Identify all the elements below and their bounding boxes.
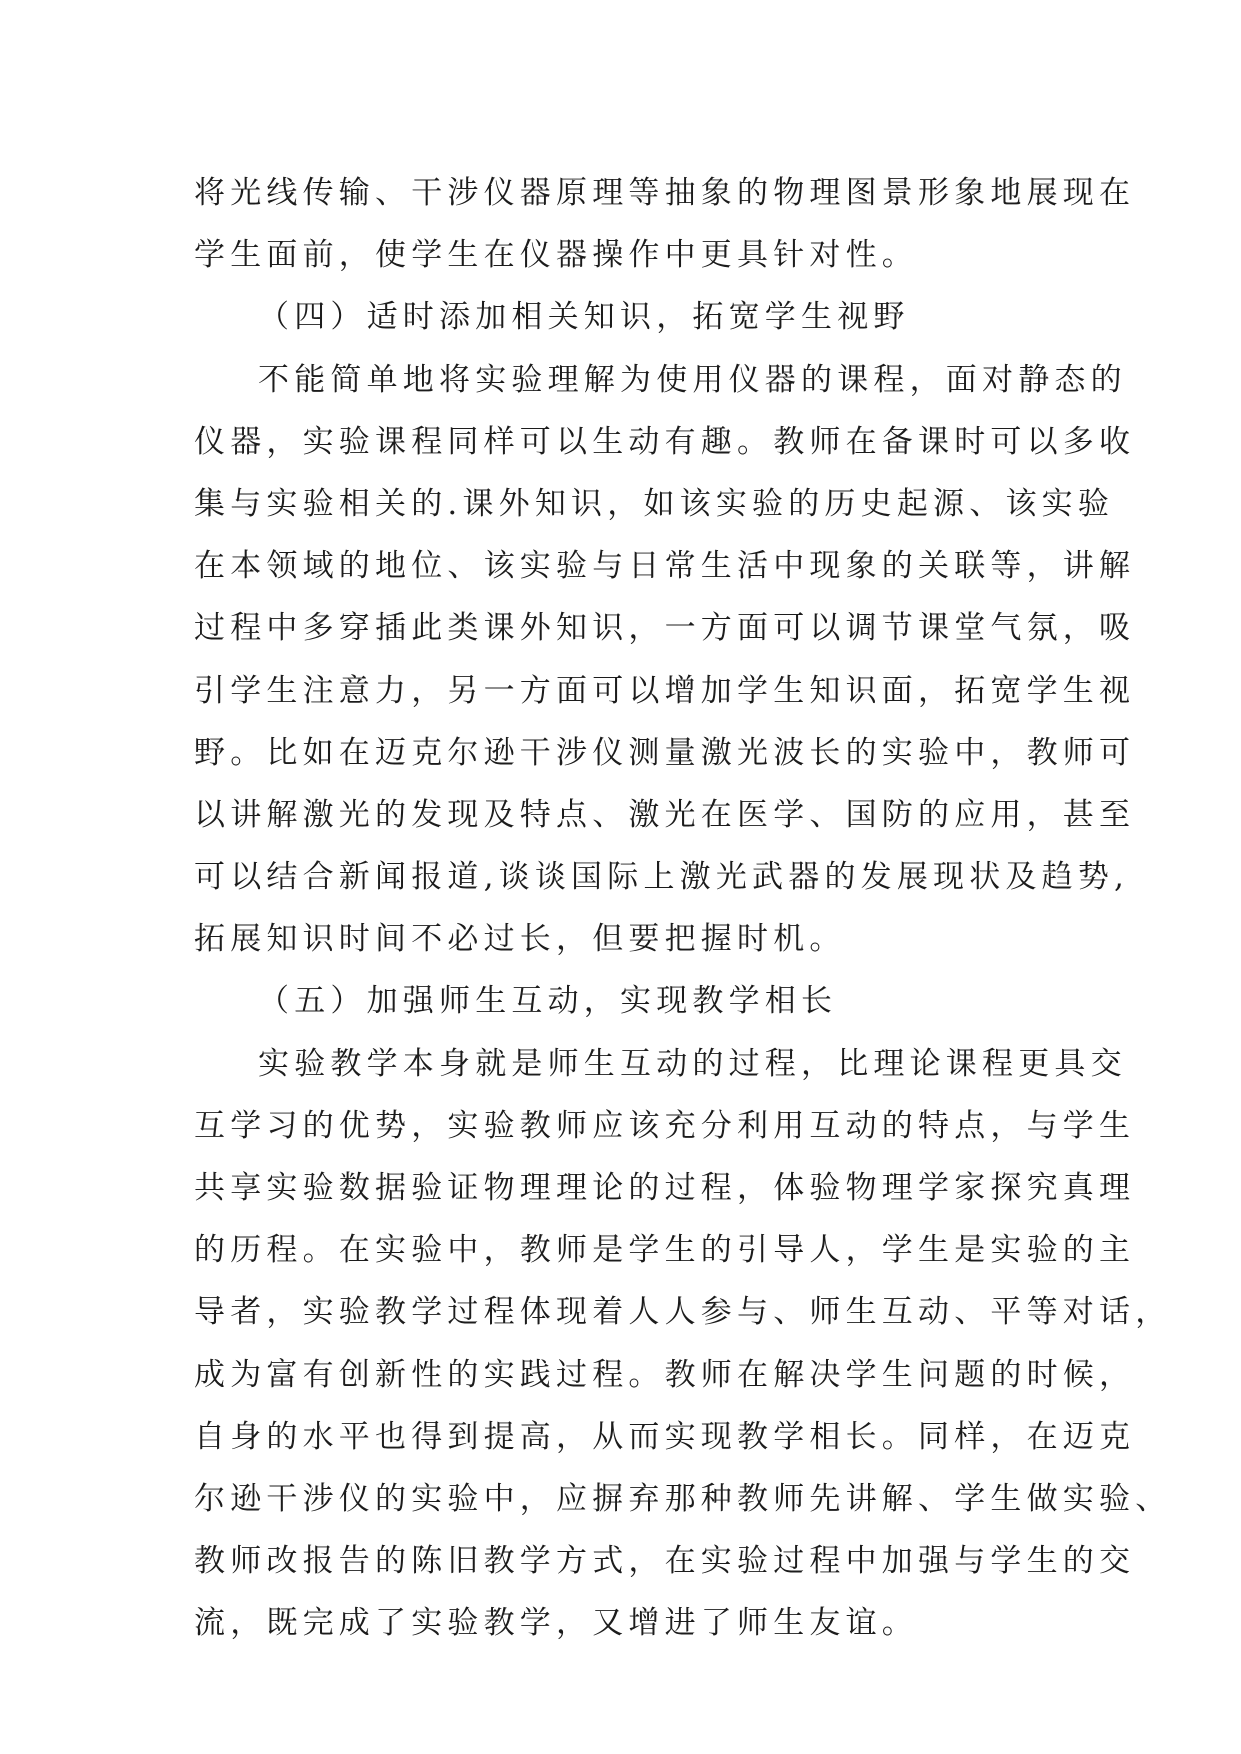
text-line: 可以结合新闻报道,谈谈国际上激光武器的发展现状及趋势, <box>194 859 1130 896</box>
section-heading: （五）加强师生互动，实现教学相长 <box>258 983 838 1020</box>
text-line: 集与实验相关的.课外知识，如该实验的历史起源、该实验 <box>194 485 1115 522</box>
text-line: 成为富有创新性的实践过程。教师在解决学生问题的时候， <box>194 1356 1136 1393</box>
text-line: 共享实验数据验证物理理论的过程，体验物理学家探究真理 <box>194 1170 1136 1206</box>
text-line: 的历程。在实验中，教师是学生的引导人，学生是实验的主 <box>194 1232 1136 1269</box>
text-line: 自身的水平也得到提高，从而实现教学相长。同样，在迈克 <box>194 1418 1136 1455</box>
text-line: 不能简单地将实验理解为使用仪器的课程，面对静态的 <box>258 361 1127 398</box>
text-line: 流，既完成了实验教学，又增进了师生友谊。 <box>194 1605 918 1642</box>
text-line: 以讲解激光的发现及特点、激光在医学、国防的应用，甚至 <box>194 796 1136 833</box>
text-line: 野。比如在迈克尔逊干涉仪测量激光波长的实验中，教师可 <box>194 734 1136 771</box>
text-line: 将光线传输、干涉仪器原理等抽象的物理图景形象地展现在 <box>194 175 1136 211</box>
text-line: 在本领域的地位、该实验与日常生活中现象的关联等，讲解 <box>194 548 1136 585</box>
text-line: 互学习的优势，实验教师应该充分利用互动的特点，与学生 <box>194 1107 1136 1144</box>
text-line: 教师改报告的陈旧教学方式，在实验过程中加强与学生的交 <box>194 1543 1136 1580</box>
text-line: 过程中多穿插此类课外知识，一方面可以调节课堂气氛，吸 <box>194 610 1136 647</box>
text-line: 拓展知识时间不必过长，但要把握时机。 <box>194 921 846 958</box>
text-line: 引学生注意力，另一方面可以增加学生知识面，拓宽学生视 <box>194 672 1136 709</box>
text-line: 学生面前，使学生在仪器操作中更具针对性。 <box>194 237 918 274</box>
text-line: 仪器，实验课程同样可以生动有趣。教师在备课时可以多收 <box>194 423 1136 460</box>
text-line: 实验教学本身就是师生互动的过程，比理论课程更具交 <box>258 1045 1127 1082</box>
section-heading: （四）适时添加相关知识，拓宽学生视野 <box>258 299 910 336</box>
text-line: 尔逊干涉仪的实验中，应摒弃那种教师先讲解、学生做实验、 <box>194 1480 1172 1517</box>
body-text <box>194 162 1172 1655</box>
text-line: 导者，实验教学过程体现着人人参与、师生互动、平等对话， <box>194 1294 1172 1331</box>
